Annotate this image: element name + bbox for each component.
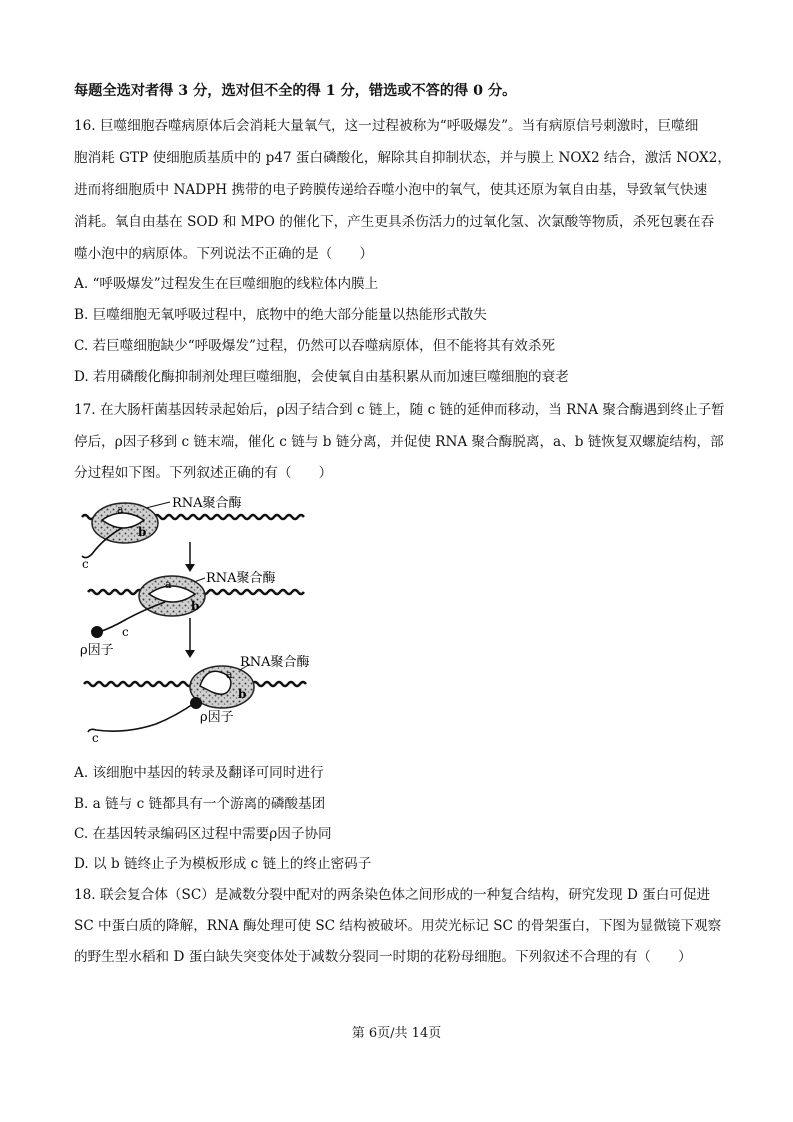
rna-strand-c [99,602,165,632]
strand-b-label: b [191,599,200,613]
q16-option-a: A. “呼吸爆发”过程发生在巨噬细胞的线粒体内膜上 [74,276,379,292]
enzyme-label: RNA聚合酶 [206,571,276,586]
strand-c-label: c [92,731,99,745]
page-footer: 第 6页/共 14页 [351,1026,442,1041]
strand-c-label: c [122,625,129,639]
q16-stem-line: 消耗。氧自由基在 SOD 和 MPO 的催化下，产生更具杀伤活力的过氧化氢、次氯酸等物质，杀死包裹在吞 [74,214,715,230]
q17-stem-line: 17. 在大肠杆菌基因转录起始后，ρ因子结合到 c 链上，随 c 链的延伸而移动，当 RNA 聚合酶遇到终止子暂 [74,402,725,418]
enzyme-label: RNA聚合酶 [240,655,310,670]
rho-label: ρ因子 [200,710,234,725]
q18-stem-line: SC 中蛋白质的降解，RNA 酶处理可使 SC 结构被破坏。用荧光标记 SC 的骨架蛋白，下图为显微镜下观察 [74,918,722,934]
q16-option-d: D. 若用磷酸化酶抑制剂处理巨噬细胞，会使氧自由基积累从而加速巨噬细胞的衰老 [74,369,569,385]
q16-option-c: C. 若巨噬细胞缺少“呼吸爆发”过程，仍然可以吞噬病原体，但不能将其有效杀死 [74,338,556,354]
stage-1 [82,496,304,571]
rna-strand-c [88,702,196,732]
q17-option-c: C. 在基因转录编码区过程中需要ρ因子协同 [74,826,332,842]
q16-stem-line: 胞消耗 GTP 使细胞质基质中的 p47 蛋白磷酸化，解除其自抑制状态，并与膜上 NOX2 结合，激活 NOX2， [74,150,731,166]
strand-a-label: a [165,578,172,591]
rho-label: ρ因子 [80,643,114,658]
rho-factor [91,626,103,638]
q16-stem-line: 进而将细胞质中 NADPH 携带的电子跨膜传递给吞噬小泡中的氧气，使其还原为氧自由基，导致氧气快速 [74,182,708,198]
q17-stem-line: 停后，ρ因子移到 c 链末端，催化 c 链与 b 链分离，并促使 RNA 聚合酶脱离，a、b 链恢复双螺旋结构，部 [74,434,724,450]
strand-c-label: c [82,557,89,571]
q18-stem-line: 18. 联会复合体（SC）是减数分裂中配对的两条染色体之间形成的一种复合结构，研究发现 D 蛋白可促进 [74,887,711,903]
enzyme-label: RNA聚合酶 [172,496,242,511]
stage-2 [80,571,304,658]
arrow-down [185,542,195,572]
stage-3 [84,655,310,745]
instructions: 每题全选对者得 3 分，选对但不全的得 1 分，错选或不答的得 0 分。 [74,83,517,99]
strand-b-label: b [138,525,147,539]
q17-option-b: B. a 链与 c 链都具有一个游离的磷酸基团 [74,796,326,812]
q17-option-a: A. 该细胞中基因的转录及翻译可同时进行 [74,765,324,781]
q17-stem-line: 分过程如下图。下列叙述正确的有（ ） [74,465,333,481]
q16-stem-line: 噬小泡中的病原体。下列说法不正确的是（ ） [74,246,374,262]
q16-option-b: B. 巨噬细胞无氧呼吸过程中，底物中的绝大部分能量以热能形式散失 [74,307,487,323]
q16-stem-line: 16. 巨噬细胞吞噬病原体后会消耗大量氧气，这一过程被称为“呼吸爆发”。当有病原信号刺激时，巨噬细 [74,118,699,134]
transcription-termination-figure [70,490,340,750]
arrow-down [185,618,195,658]
strand-a-label: a [117,503,124,516]
strand-a-label: a [226,668,233,681]
q18-stem-line: 的野生型水稻和 D 蛋白缺失突变体处于减数分裂同一时期的花粉母细胞。下列叙述不合理的有（ ） [74,949,692,965]
rho-factor [190,697,202,709]
strand-b-label: b [238,687,247,701]
q17-option-d: D. 以 b 链终止子为模板形成 c 链上的终止密码子 [74,856,372,872]
